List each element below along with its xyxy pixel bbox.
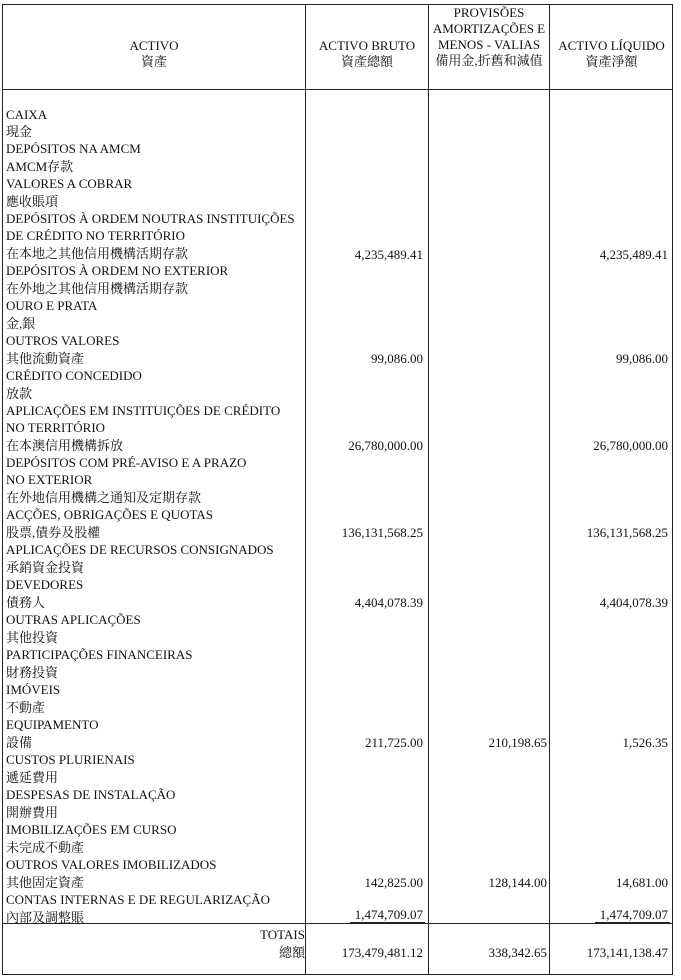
row-label: 承銷資金投資 <box>6 560 85 575</box>
header-activo: ACTIVO 資產 <box>129 38 179 69</box>
row-label: CAIXA <box>6 107 48 122</box>
row-label: NO TERRITÓRIO <box>6 420 106 435</box>
value-bruto: 136,131,568.25 <box>341 525 423 540</box>
row-label: IMÓVEIS <box>6 682 61 697</box>
value-bruto: 142,825.00 <box>364 875 423 890</box>
row-label: 未完成不動產 <box>6 840 85 855</box>
totals-label: TOTAIS 總額 <box>260 927 305 960</box>
value-liquido: 99,086.00 <box>616 351 668 366</box>
row-label: 其他固定資產 <box>6 875 85 890</box>
header-activo-liquido: ACTIVO LÍQUIDO 資產淨額 <box>558 38 665 69</box>
total-provisoes: 338,342.65 <box>488 945 547 960</box>
row-label: EQUIPAMENTO <box>6 717 99 732</box>
value-liquido: 14,681.00 <box>616 875 668 890</box>
row-label: APLICAÇÕES DE RECURSOS CONSIGNADOS <box>6 542 274 557</box>
row-label: 不動產 <box>6 700 46 715</box>
row-label: DEPÓSITOS COM PRÉ-AVISO E A PRAZO <box>6 455 247 470</box>
row-label: 股票,債券及股權 <box>6 525 101 540</box>
row-label: VALORES A COBRAR <box>6 176 133 191</box>
row-label: 債務人 <box>6 595 46 610</box>
row-label: DEPÓSITOS À ORDEM NOUTRAS INSTITUIÇÕES <box>6 211 295 226</box>
value-provisoes: 128,144.00 <box>488 875 547 890</box>
row-label: 遞延費用 <box>6 770 59 785</box>
value-liquido: 4,404,078.39 <box>599 595 668 610</box>
value-bruto: 211,725.00 <box>364 735 423 750</box>
row-label: AMCM存款 <box>6 159 74 174</box>
row-label: APLICAÇÕES EM INSTITUIÇÕES DE CRÉDITO <box>6 403 281 418</box>
row-label: 在外地之其他信用機構活期存款 <box>6 281 189 296</box>
subtotal-underline <box>350 922 425 923</box>
subtotal-underline <box>595 922 670 923</box>
value-bruto: 4,235,489.41 <box>354 247 423 262</box>
row-label: 放款 <box>6 386 33 401</box>
row-label: 在本地之其他信用機構活期存款 <box>6 246 189 261</box>
row-label: 內部及調整賬 <box>6 910 85 925</box>
row-label: DE CRÉDITO NO TERRITÓRIO <box>6 228 185 243</box>
row-label: 設備 <box>6 735 33 750</box>
row-label: CUSTOS PLURIENAIS <box>6 752 135 767</box>
row-label: 其他投資 <box>6 630 59 645</box>
column-divider <box>549 4 550 975</box>
total-bruto: 173,479,481.12 <box>341 945 423 960</box>
row-label: 現金 <box>6 124 33 139</box>
column-divider <box>428 4 429 975</box>
totals-divider <box>2 923 673 924</box>
row-label: DEVEDORES <box>6 577 84 592</box>
value-bruto: 1,474,709.07 <box>354 907 423 922</box>
row-label: PARTICIPAÇÕES FINANCEIRAS <box>6 647 193 662</box>
value-bruto: 4,404,078.39 <box>354 595 423 610</box>
row-label: OUTROS VALORES <box>6 333 120 348</box>
row-label: 在本澳信用機構拆放 <box>6 438 124 453</box>
row-label: OUTROS VALORES IMOBILIZADOS <box>6 857 217 872</box>
row-label: CRÉDITO CONCEDIDO <box>6 368 142 383</box>
row-label: ACÇÕES, OBRIGAÇÕES E QUOTAS <box>6 507 213 522</box>
row-label: DEPÓSITOS À ORDEM NO EXTERIOR <box>6 263 229 278</box>
value-liquido: 26,780,000.00 <box>593 438 668 453</box>
row-label: DESPESAS DE INSTALAÇÃO <box>6 787 176 802</box>
header-divider <box>2 89 673 90</box>
value-liquido: 136,131,568.25 <box>586 525 668 540</box>
row-label: 在外地信用機構之通知及定期存款 <box>6 490 202 505</box>
row-label: 開辦費用 <box>6 805 59 820</box>
row-label: NO EXTERIOR <box>6 472 93 487</box>
row-label: IMOBILIZAÇÕES EM CURSO <box>6 822 177 837</box>
total-liquido: 173,141,138.47 <box>586 945 668 960</box>
row-label: 其他流動資產 <box>6 351 85 366</box>
row-label: DEPÓSITOS NA AMCM <box>6 141 141 156</box>
row-label: 金,銀 <box>6 316 36 331</box>
value-liquido: 4,235,489.41 <box>599 247 668 262</box>
row-label: CONTAS INTERNAS E DE REGULARIZAÇÃO <box>6 892 271 907</box>
column-divider <box>305 4 306 975</box>
value-provisoes: 210,198.65 <box>488 735 547 750</box>
row-label: OUTRAS APLICAÇÕES <box>6 612 141 627</box>
value-liquido: 1,526.35 <box>622 735 668 750</box>
value-bruto: 26,780,000.00 <box>348 438 423 453</box>
row-label: OURO E PRATA <box>6 298 98 313</box>
value-bruto: 99,086.00 <box>371 351 423 366</box>
row-label: 財務投資 <box>6 665 59 680</box>
row-label: 應收賬項 <box>6 194 59 209</box>
value-liquido: 1,474,709.07 <box>599 907 668 922</box>
header-activo-bruto: ACTIVO BRUTO 資產總額 <box>318 38 416 69</box>
header-provisoes: PROVISÕES AMORTIZAÇÕES E MENOS - VALIAS 備用金,折舊和減值 <box>432 5 546 68</box>
